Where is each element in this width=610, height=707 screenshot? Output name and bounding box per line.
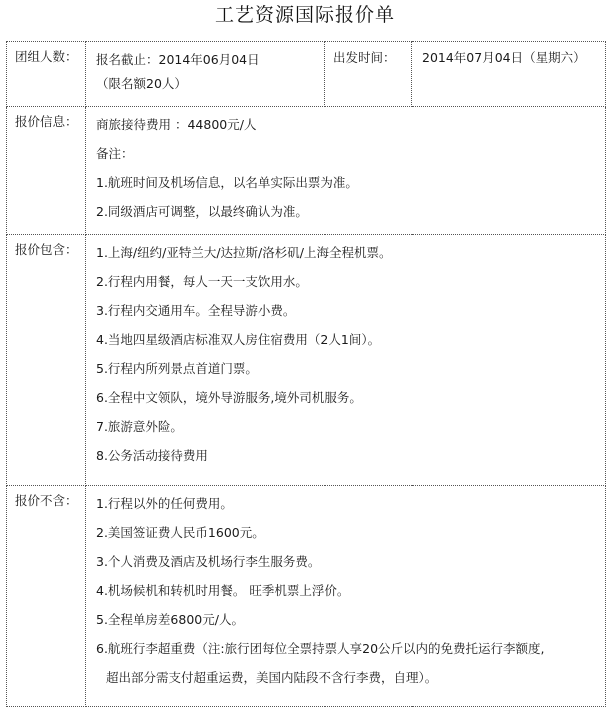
page-title: 工艺资源国际报价单 [214, 4, 395, 26]
quote-info-content [86, 107, 606, 235]
group-row [7, 42, 606, 107]
list-item: 6.航班行李超重费（注:旅行团每位全票持票人享20公斤以内的免费托运行李额度, [96, 641, 545, 656]
list-item-continuation: 超出部分需支付超重运费，美国内陆段不含行李费，自理）。 [106, 670, 438, 685]
list-item: 2.美国签证费人民币1600元。 [96, 525, 265, 540]
list-item: 5.全程单房差6800元/人。 [96, 612, 244, 627]
remark-item: 1.航班时间及机场信息，以名单实际出票为准。 [96, 175, 358, 190]
excludes-row [7, 486, 606, 707]
quote-info-label: 报价信息： [7, 107, 86, 235]
remarks-heading: 备注： [96, 146, 134, 161]
departure-label: 出发时间： [325, 42, 412, 107]
remark-item: 2.同级酒店可调整，以最终确认为准。 [96, 204, 308, 219]
excludes-label: 报价不含： [7, 486, 86, 707]
list-item: 8.公务活动接待费用 [96, 448, 208, 463]
list-item: 3.个人消费及酒店及机场行李生服务费。 [96, 554, 321, 569]
list-item: 7.旅游意外险。 [96, 419, 183, 434]
registration-deadline: 报名截止：2014年06月04日 [96, 52, 260, 67]
includes-label: 报价包含： [7, 235, 86, 486]
list-item: 2.行程内用餐，每人一天一支饮用水。 [96, 274, 308, 289]
quota-note: （限名额20人） [96, 76, 187, 91]
list-item: 1.上海/纽约/亚特兰大/达拉斯/洛杉矶/上海全程机票。 [96, 245, 392, 260]
list-item: 6.全程中文领队，境外导游服务,境外司机服务。 [96, 390, 362, 405]
includes-row [7, 235, 606, 486]
includes-list [86, 235, 606, 486]
group-size-label: 团组人数： [7, 42, 86, 107]
registration-cell [86, 42, 325, 107]
list-item: 3.行程内交通用车。全程导游小费。 [96, 303, 296, 318]
excludes-list [86, 486, 606, 707]
quote-table [6, 41, 606, 707]
quote-info-row [7, 107, 606, 235]
list-item: 1.行程以外的任何费用。 [96, 496, 233, 511]
price-line: 商旅接待费用 ：44800元/人 [96, 117, 257, 132]
departure-date: 2014年07月04日（星期六） [412, 42, 606, 107]
list-item: 5.行程内所列景点首道门票。 [96, 361, 258, 376]
list-item: 4.当地四星级酒店标准双人房住宿费用（2人1间）。 [96, 332, 381, 347]
list-item: 4.机场候机和转机时用餐。 旺季机票上浮价。 [96, 583, 350, 598]
